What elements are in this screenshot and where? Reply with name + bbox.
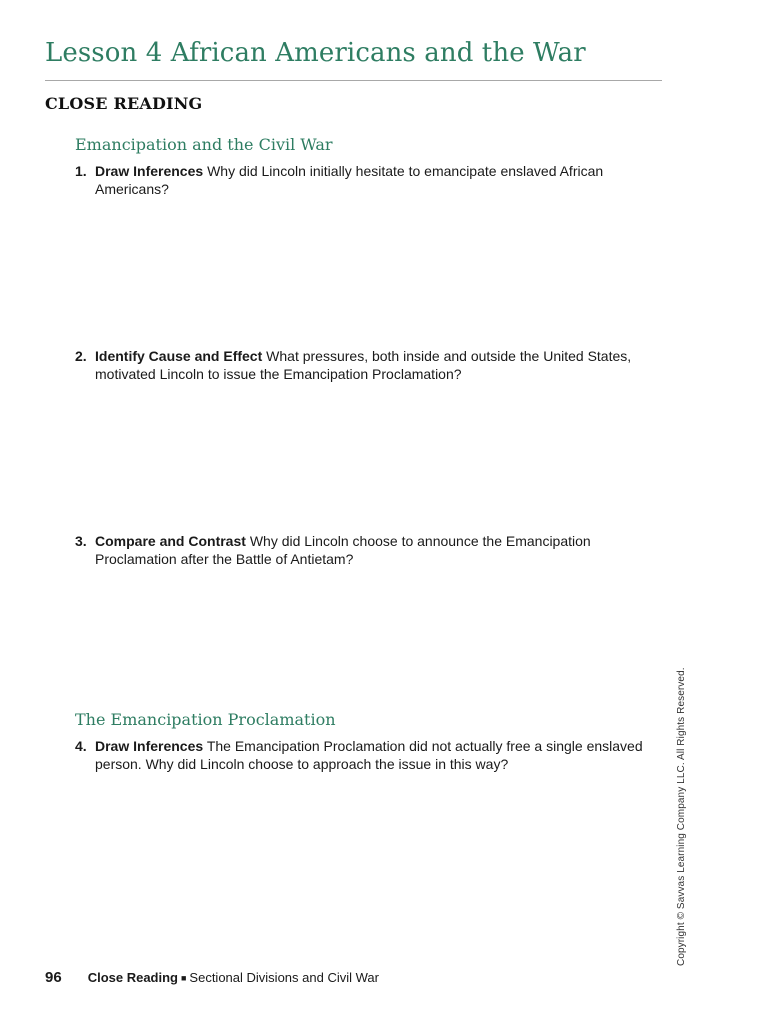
- question-text: Why did Lincoln choose to announce the Emancipation Proclamation after the Battle of Antietam?: [95, 533, 591, 567]
- page-footer: [45, 969, 379, 986]
- footer-label: Close Reading: [87, 970, 178, 985]
- question-text: The Emancipation Proclamation did not actually free a single enslaved person. Why did Lincoln choose to approach the issue in this way?: [95, 738, 643, 772]
- question-4: [75, 737, 650, 773]
- section-heading-emancipation-proclamation: The Emancipation Proclamation: [75, 710, 336, 729]
- question-1: [75, 162, 650, 198]
- footer-unit: Sectional Divisions and Civil War: [189, 970, 379, 985]
- question-2: [75, 347, 650, 383]
- section-label: CLOSE READING: [45, 94, 203, 113]
- question-skill: Compare and Contrast: [95, 533, 246, 549]
- footer-separator: ■: [180, 973, 187, 983]
- question-number: 2.: [75, 348, 87, 364]
- page-title: Lesson 4 African Americans and the War: [45, 38, 586, 68]
- question-text: What pressures, both inside and outside the United States, motivated Lincoln to issue the Emancipation Proclamation?: [95, 348, 632, 382]
- question-skill: Identify Cause and Effect: [95, 348, 263, 364]
- question-text: Why did Lincoln initially hesitate to emancipate enslaved African Americans?: [95, 163, 604, 197]
- question-number: 1.: [75, 163, 87, 179]
- section-heading-emancipation-civil-war: Emancipation and the Civil War: [75, 135, 333, 154]
- question-3: [75, 532, 650, 568]
- question-skill: Draw Inferences: [95, 738, 204, 754]
- question-number: 4.: [75, 738, 87, 754]
- question-number: 3.: [75, 533, 87, 549]
- copyright-notice: Copyright © Savvas Learning Company LLC. All Rights Reserved.: [676, 667, 687, 966]
- title-divider: [45, 80, 662, 81]
- page-number: 96: [45, 969, 62, 986]
- question-skill: Draw Inferences: [95, 163, 204, 179]
